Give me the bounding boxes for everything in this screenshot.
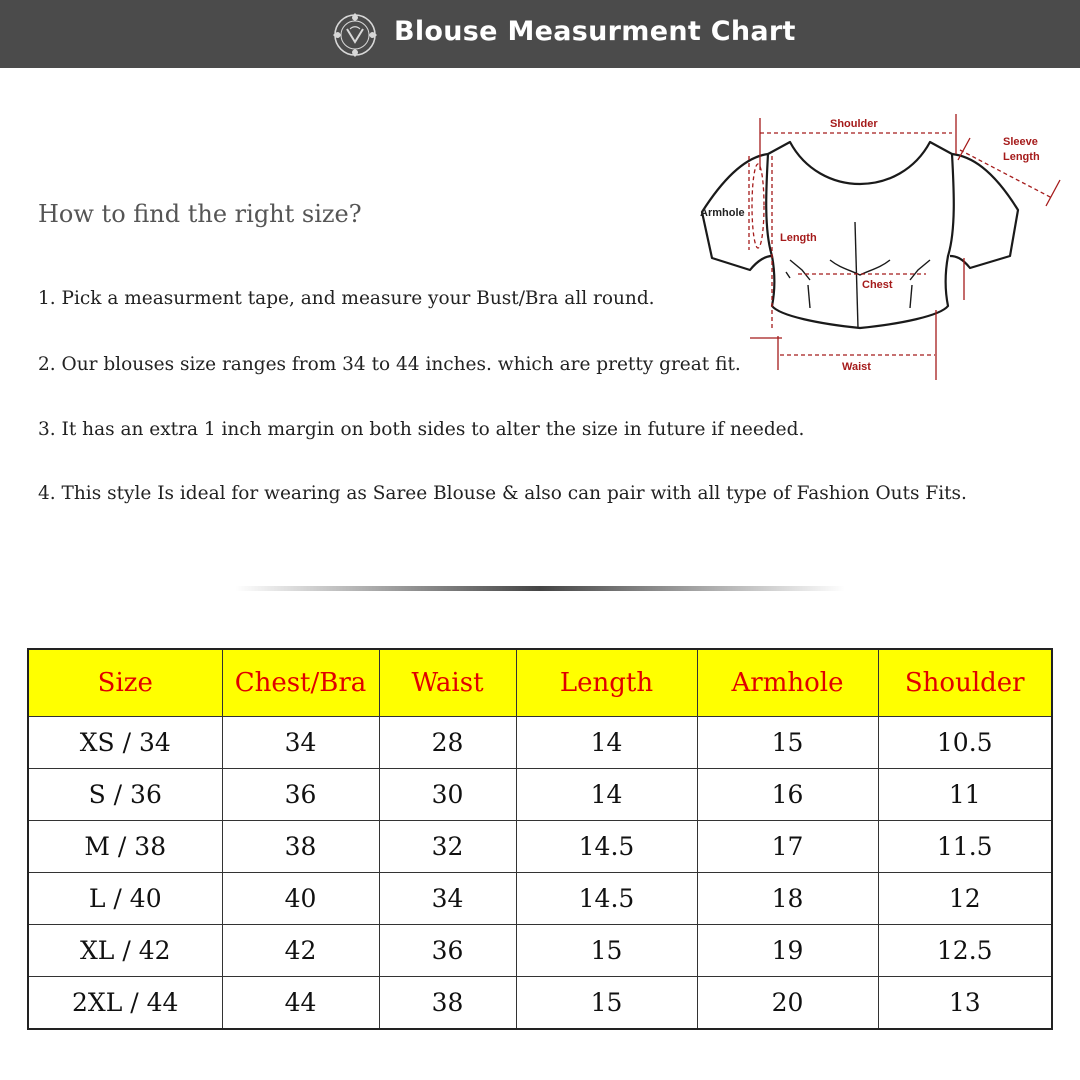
cell-armhole: 20 [697,977,878,1030]
cell-shoulder: 12.5 [878,925,1052,977]
header-size: Size [28,649,222,717]
header-chest-bra: Chest/Bra [222,649,379,717]
cell-size: S / 36 [28,769,222,821]
cell-size: 2XL / 44 [28,977,222,1030]
header-armhole: Armhole [697,649,878,717]
table-row [28,925,1052,977]
cell-chest: 44 [222,977,379,1030]
cell-size: L / 40 [28,873,222,925]
page-title: Blouse Measurment Chart [394,16,796,47]
cell-chest: 34 [222,717,379,769]
header-bar [0,0,1080,68]
table-row [28,977,1052,1030]
cell-length: 14.5 [516,873,697,925]
cell-shoulder: 10.5 [878,717,1052,769]
cell-size: M / 38 [28,821,222,873]
guide-step-2: 2. Our blouses size ranges from 34 to 44 inches. which are pretty great fit. [38,354,741,375]
cell-shoulder: 13 [878,977,1052,1030]
cell-length: 15 [516,977,697,1030]
waist-label: Waist [842,361,871,373]
cell-length: 14 [516,717,697,769]
armhole-label: Armhole [700,207,745,219]
cell-armhole: 18 [697,873,878,925]
header-shoulder: Shoulder [878,649,1052,717]
cell-chest: 40 [222,873,379,925]
sleeve-label-line2: Length [1003,151,1040,163]
guide-step-3: 3. It has an extra 1 inch margin on both sides to alter the size in future if needed. [38,419,805,440]
cell-armhole: 16 [697,769,878,821]
cell-armhole: 15 [697,717,878,769]
cell-length: 14.5 [516,821,697,873]
table-row [28,821,1052,873]
cell-armhole: 19 [697,925,878,977]
cell-chest: 36 [222,769,379,821]
chest-label: Chest [862,279,893,291]
blouse-measurement-diagram [690,110,1070,390]
cell-waist: 30 [379,769,516,821]
cell-shoulder: 11 [878,769,1052,821]
table-header-row [28,649,1052,717]
cell-waist: 36 [379,925,516,977]
cell-length: 14 [516,769,697,821]
header-waist: Waist [379,649,516,717]
cell-chest: 42 [222,925,379,977]
header-length: Length [516,649,697,717]
guide-step-4: 4. This style Is ideal for wearing as Saree Blouse & also can pair with all type of Fashion Outs Fits. [38,483,967,504]
cell-length: 15 [516,925,697,977]
cell-waist: 38 [379,977,516,1030]
table-row [28,769,1052,821]
section-divider [235,586,845,591]
cell-shoulder: 11.5 [878,821,1052,873]
table-row [28,717,1052,769]
cell-waist: 34 [379,873,516,925]
table-row [28,873,1052,925]
cell-size: XL / 42 [28,925,222,977]
cell-shoulder: 12 [878,873,1052,925]
shoulder-label: Shoulder [830,118,878,130]
guide-step-1: 1. Pick a measurment tape, and measure your Bust/Bra all round. [38,288,655,309]
size-chart-table [27,648,1051,1030]
guide-heading: How to find the right size? [38,200,362,228]
cell-armhole: 17 [697,821,878,873]
sleeve-label-line1: Sleeve [1003,136,1038,148]
cell-chest: 38 [222,821,379,873]
logo-icon [331,11,379,59]
cell-size: XS / 34 [28,717,222,769]
cell-waist: 32 [379,821,516,873]
cell-waist: 28 [379,717,516,769]
length-label: Length [780,232,817,244]
